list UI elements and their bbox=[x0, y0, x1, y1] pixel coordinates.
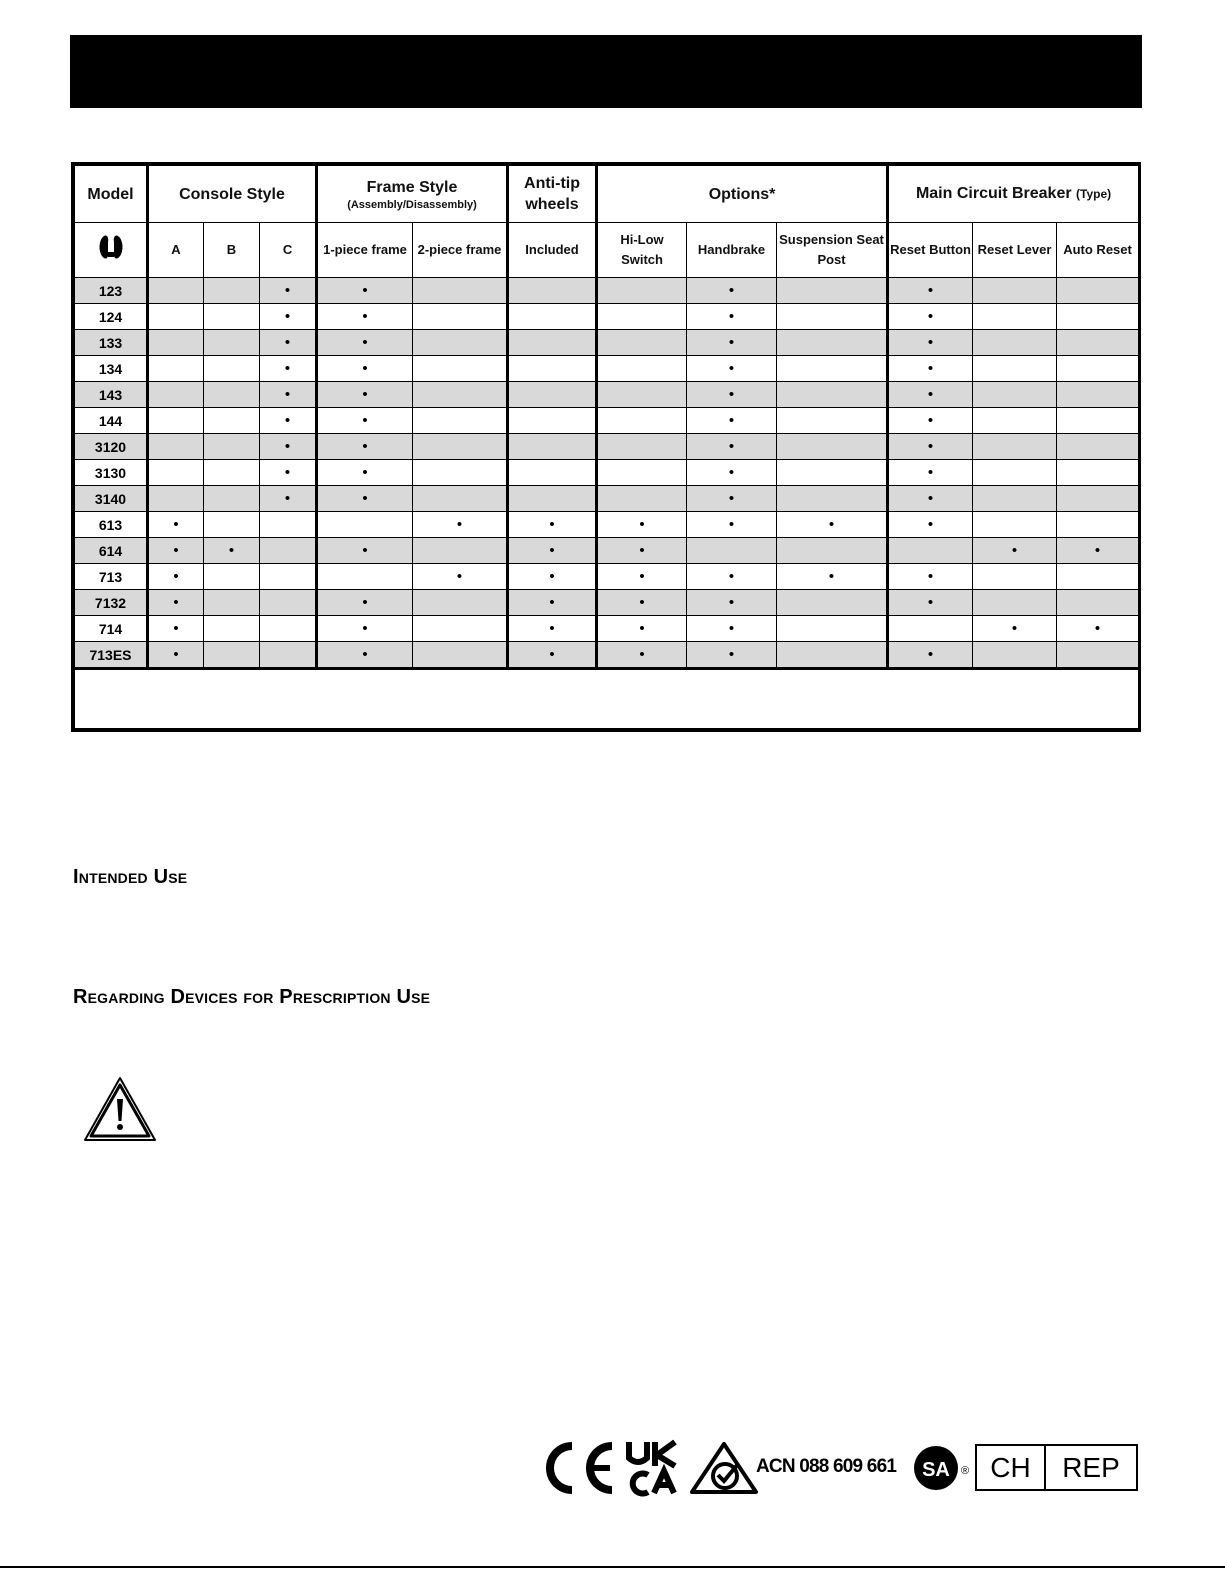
feature-cell: • bbox=[777, 512, 888, 538]
feature-cell: • bbox=[888, 642, 973, 669]
feature-cell bbox=[204, 460, 260, 486]
rcm-mark-icon bbox=[692, 1444, 756, 1492]
feature-cell: • bbox=[148, 590, 204, 616]
feature-cell bbox=[204, 382, 260, 408]
feature-cell bbox=[1057, 408, 1139, 434]
model-cell: 144 bbox=[75, 408, 148, 434]
feature-cell: • bbox=[317, 278, 413, 304]
feature-cell bbox=[597, 486, 687, 512]
table-row bbox=[75, 460, 1139, 486]
feature-cell bbox=[1057, 564, 1139, 590]
feature-cell bbox=[973, 486, 1057, 512]
feature-cell bbox=[777, 356, 888, 382]
col-2-piece-frame: 2-piece frame bbox=[413, 223, 508, 278]
feature-cell: • bbox=[508, 590, 597, 616]
table-row bbox=[75, 434, 1139, 460]
feature-cell: • bbox=[888, 382, 973, 408]
feature-cell: • bbox=[888, 356, 973, 382]
model-cell: 713ES bbox=[75, 642, 148, 669]
feature-cell bbox=[777, 642, 888, 669]
feature-cell bbox=[260, 590, 317, 616]
feature-cell: • bbox=[597, 512, 687, 538]
feature-cell bbox=[1057, 590, 1139, 616]
feature-cell: • bbox=[597, 642, 687, 669]
feature-cell bbox=[508, 486, 597, 512]
feature-cell: • bbox=[687, 564, 777, 590]
feature-cell bbox=[204, 512, 260, 538]
feature-cell: • bbox=[260, 460, 317, 486]
feature-cell bbox=[413, 434, 508, 460]
col-console-b: B bbox=[204, 223, 260, 278]
feature-cell bbox=[888, 538, 973, 564]
feature-cell: • bbox=[888, 408, 973, 434]
model-cell: 133 bbox=[75, 330, 148, 356]
feature-cell bbox=[148, 304, 204, 330]
feature-cell bbox=[973, 512, 1057, 538]
feature-cell: • bbox=[888, 564, 973, 590]
feature-cell bbox=[508, 330, 597, 356]
feature-cell bbox=[597, 434, 687, 460]
header-frame-style-sub: (Assembly/Disassembly) bbox=[347, 198, 477, 211]
feature-cell bbox=[597, 304, 687, 330]
feature-cell bbox=[777, 486, 888, 512]
feature-cell bbox=[148, 434, 204, 460]
table-row bbox=[75, 564, 1139, 590]
feature-cell bbox=[1057, 382, 1139, 408]
svg-text:®: ® bbox=[961, 1465, 970, 1477]
feature-cell bbox=[777, 408, 888, 434]
model-cell: 713 bbox=[75, 564, 148, 590]
feature-cell bbox=[508, 434, 597, 460]
col-auto-reset: Auto Reset bbox=[1057, 223, 1139, 278]
table-row bbox=[75, 538, 1139, 564]
model-cell: 123 bbox=[75, 278, 148, 304]
feature-cell: • bbox=[317, 382, 413, 408]
feature-cell bbox=[508, 278, 597, 304]
feature-cell: • bbox=[687, 486, 777, 512]
feature-cell: • bbox=[687, 460, 777, 486]
feature-cell bbox=[1057, 434, 1139, 460]
feature-cell: • bbox=[888, 460, 973, 486]
feature-cell: • bbox=[597, 538, 687, 564]
feature-cell: • bbox=[260, 408, 317, 434]
feature-cell bbox=[317, 564, 413, 590]
header-circuit-breaker-label: Main Circuit Breaker bbox=[915, 185, 1072, 202]
header-frame-style-label: Frame Style bbox=[366, 178, 458, 196]
feature-cell: • bbox=[687, 434, 777, 460]
feature-cell: • bbox=[687, 330, 777, 356]
ch-label: CH bbox=[977, 1446, 1046, 1489]
feature-cell: • bbox=[777, 564, 888, 590]
feature-cell: • bbox=[317, 486, 413, 512]
feature-cell bbox=[973, 304, 1057, 330]
feature-cell bbox=[148, 460, 204, 486]
feature-cell bbox=[777, 278, 888, 304]
model-cell: 714 bbox=[75, 616, 148, 642]
model-specification-table bbox=[71, 162, 1141, 732]
feature-cell bbox=[413, 382, 508, 408]
header-circuit-breaker bbox=[888, 166, 1139, 223]
feature-cell bbox=[597, 460, 687, 486]
header-options: Options* bbox=[597, 166, 888, 223]
feature-cell bbox=[1057, 356, 1139, 382]
model-logo-icon bbox=[75, 223, 148, 278]
feature-cell: • bbox=[888, 278, 973, 304]
header-circuit-breaker-sub: (Type) bbox=[1076, 187, 1112, 201]
feature-cell bbox=[777, 460, 888, 486]
feature-cell bbox=[973, 642, 1057, 669]
csa-mark-icon bbox=[914, 1446, 969, 1490]
feature-cell: • bbox=[1057, 538, 1139, 564]
feature-cell bbox=[260, 512, 317, 538]
feature-cell: • bbox=[888, 330, 973, 356]
feature-cell bbox=[973, 460, 1057, 486]
feature-cell bbox=[1057, 486, 1139, 512]
feature-cell bbox=[1057, 330, 1139, 356]
feature-cell: • bbox=[317, 408, 413, 434]
model-cell: 143 bbox=[75, 382, 148, 408]
feature-cell bbox=[777, 382, 888, 408]
model-cell: 7132 bbox=[75, 590, 148, 616]
feature-cell bbox=[413, 616, 508, 642]
feature-cell: • bbox=[317, 330, 413, 356]
feature-cell bbox=[204, 356, 260, 382]
feature-cell: • bbox=[597, 616, 687, 642]
feature-cell bbox=[1057, 460, 1139, 486]
feature-cell: • bbox=[687, 642, 777, 669]
col-suspension-seat-post: Suspension Seat Post bbox=[777, 223, 888, 278]
spec-table-body bbox=[75, 278, 1139, 729]
feature-cell bbox=[148, 486, 204, 512]
feature-cell bbox=[973, 382, 1057, 408]
feature-cell bbox=[508, 382, 597, 408]
feature-cell bbox=[204, 304, 260, 330]
feature-cell: • bbox=[687, 278, 777, 304]
feature-cell bbox=[204, 330, 260, 356]
feature-cell: • bbox=[687, 356, 777, 382]
feature-cell: • bbox=[317, 304, 413, 330]
table-row bbox=[75, 278, 1139, 304]
feature-cell: • bbox=[687, 590, 777, 616]
table-row bbox=[75, 642, 1139, 669]
col-anti-tip-included: Included bbox=[508, 223, 597, 278]
table-row bbox=[75, 408, 1139, 434]
feature-cell: • bbox=[888, 512, 973, 538]
feature-cell bbox=[1057, 642, 1139, 669]
feature-cell bbox=[973, 564, 1057, 590]
feature-cell bbox=[597, 408, 687, 434]
feature-cell: • bbox=[687, 616, 777, 642]
model-cell: 3120 bbox=[75, 434, 148, 460]
feature-cell bbox=[148, 408, 204, 434]
table-row bbox=[75, 616, 1139, 642]
header-anti-tip: Anti-tip wheels bbox=[508, 166, 597, 223]
feature-cell bbox=[148, 356, 204, 382]
feature-cell: • bbox=[973, 538, 1057, 564]
feature-cell bbox=[204, 616, 260, 642]
feature-cell: • bbox=[148, 616, 204, 642]
feature-cell bbox=[148, 330, 204, 356]
feature-cell bbox=[597, 356, 687, 382]
feature-cell: • bbox=[687, 512, 777, 538]
model-cell: 134 bbox=[75, 356, 148, 382]
feature-cell bbox=[413, 304, 508, 330]
feature-cell bbox=[413, 486, 508, 512]
feature-cell: • bbox=[597, 590, 687, 616]
ch-rep-symbol bbox=[975, 1444, 1138, 1491]
feature-cell bbox=[508, 304, 597, 330]
feature-cell bbox=[260, 564, 317, 590]
feature-cell bbox=[413, 278, 508, 304]
ukca-mark-icon bbox=[629, 1442, 675, 1494]
feature-cell bbox=[1057, 512, 1139, 538]
feature-cell: • bbox=[1057, 616, 1139, 642]
feature-cell: • bbox=[148, 538, 204, 564]
feature-cell: • bbox=[204, 538, 260, 564]
feature-cell bbox=[973, 408, 1057, 434]
feature-cell bbox=[413, 408, 508, 434]
table-row bbox=[75, 304, 1139, 330]
section-heading-intended-use: Intended Use bbox=[73, 866, 188, 888]
feature-cell bbox=[973, 434, 1057, 460]
feature-cell: • bbox=[888, 434, 973, 460]
feature-cell bbox=[413, 460, 508, 486]
footer-rule bbox=[0, 1566, 1225, 1568]
feature-cell: • bbox=[148, 564, 204, 590]
feature-cell: • bbox=[508, 642, 597, 669]
svg-text:SA: SA bbox=[922, 1459, 950, 1481]
col-console-c: C bbox=[260, 223, 317, 278]
model-cell: 614 bbox=[75, 538, 148, 564]
feature-cell: • bbox=[260, 356, 317, 382]
feature-cell: • bbox=[508, 512, 597, 538]
table-row bbox=[75, 590, 1139, 616]
feature-cell: • bbox=[413, 564, 508, 590]
feature-cell bbox=[888, 616, 973, 642]
title-bar bbox=[70, 35, 1142, 108]
col-handbrake: Handbrake bbox=[687, 223, 777, 278]
model-cell: 3140 bbox=[75, 486, 148, 512]
feature-cell: • bbox=[148, 642, 204, 669]
feature-cell: • bbox=[260, 382, 317, 408]
table-footnote-row bbox=[75, 669, 1139, 729]
ce-mark-icon bbox=[550, 1446, 612, 1490]
header-console-style: Console Style bbox=[148, 166, 317, 223]
feature-cell bbox=[148, 278, 204, 304]
header-model: Model bbox=[75, 166, 148, 223]
col-hi-low-switch: Hi-Low Switch bbox=[597, 223, 687, 278]
feature-cell: • bbox=[687, 304, 777, 330]
feature-cell: • bbox=[413, 512, 508, 538]
table-row bbox=[75, 356, 1139, 382]
feature-cell bbox=[413, 590, 508, 616]
warning-icon bbox=[82, 1075, 158, 1143]
feature-cell bbox=[204, 564, 260, 590]
feature-cell: • bbox=[317, 642, 413, 669]
feature-cell: • bbox=[317, 460, 413, 486]
feature-cell bbox=[973, 278, 1057, 304]
feature-cell: • bbox=[317, 590, 413, 616]
col-console-a: A bbox=[148, 223, 204, 278]
feature-cell: • bbox=[260, 486, 317, 512]
model-cell: 3130 bbox=[75, 460, 148, 486]
feature-cell: • bbox=[597, 564, 687, 590]
feature-cell bbox=[508, 356, 597, 382]
feature-cell bbox=[413, 642, 508, 669]
feature-cell: • bbox=[888, 486, 973, 512]
table-row bbox=[75, 330, 1139, 356]
section-heading-prescription-use: Regarding Devices for Prescription Use bbox=[73, 986, 431, 1008]
feature-cell bbox=[204, 278, 260, 304]
feature-cell: • bbox=[260, 434, 317, 460]
feature-cell bbox=[597, 278, 687, 304]
header-frame-style bbox=[317, 166, 508, 223]
feature-cell bbox=[973, 330, 1057, 356]
feature-cell bbox=[777, 304, 888, 330]
feature-cell bbox=[1057, 304, 1139, 330]
feature-cell bbox=[413, 538, 508, 564]
col-reset-lever: Reset Lever bbox=[973, 223, 1057, 278]
feature-cell bbox=[148, 382, 204, 408]
feature-cell: • bbox=[148, 512, 204, 538]
table-row bbox=[75, 486, 1139, 512]
feature-cell bbox=[204, 590, 260, 616]
feature-cell bbox=[317, 512, 413, 538]
col-1-piece-frame: 1-piece frame bbox=[317, 223, 413, 278]
feature-cell: • bbox=[317, 616, 413, 642]
feature-cell: • bbox=[687, 382, 777, 408]
feature-cell bbox=[597, 382, 687, 408]
feature-cell: • bbox=[317, 356, 413, 382]
feature-cell bbox=[260, 538, 317, 564]
model-cell: 613 bbox=[75, 512, 148, 538]
model-cell: 124 bbox=[75, 304, 148, 330]
acn-number: ACN 088 609 661 bbox=[756, 1456, 897, 1477]
col-reset-button: Reset Button bbox=[888, 223, 973, 278]
feature-cell bbox=[597, 330, 687, 356]
feature-cell: • bbox=[687, 408, 777, 434]
feature-cell bbox=[777, 590, 888, 616]
feature-cell bbox=[508, 408, 597, 434]
feature-cell: • bbox=[973, 616, 1057, 642]
table-footnote-cell bbox=[75, 669, 1139, 729]
feature-cell bbox=[687, 538, 777, 564]
feature-cell bbox=[204, 642, 260, 669]
feature-cell bbox=[204, 486, 260, 512]
feature-cell bbox=[260, 616, 317, 642]
feature-cell: • bbox=[888, 304, 973, 330]
feature-cell bbox=[973, 590, 1057, 616]
feature-cell bbox=[973, 356, 1057, 382]
feature-cell bbox=[777, 330, 888, 356]
feature-cell: • bbox=[260, 304, 317, 330]
feature-cell: • bbox=[317, 538, 413, 564]
feature-cell: • bbox=[508, 564, 597, 590]
feature-cell bbox=[260, 642, 317, 669]
feature-cell bbox=[204, 434, 260, 460]
rep-label: REP bbox=[1062, 1451, 1120, 1483]
feature-cell bbox=[204, 408, 260, 434]
feature-cell: • bbox=[260, 278, 317, 304]
feature-cell: • bbox=[508, 616, 597, 642]
feature-cell bbox=[508, 460, 597, 486]
feature-cell bbox=[777, 616, 888, 642]
feature-cell: • bbox=[508, 538, 597, 564]
feature-cell bbox=[777, 434, 888, 460]
feature-cell bbox=[777, 538, 888, 564]
table-row bbox=[75, 382, 1139, 408]
feature-cell bbox=[413, 330, 508, 356]
feature-cell: • bbox=[888, 590, 973, 616]
feature-cell bbox=[413, 356, 508, 382]
feature-cell: • bbox=[260, 330, 317, 356]
spec-table-grid bbox=[74, 165, 1139, 729]
feature-cell: • bbox=[317, 434, 413, 460]
feature-cell bbox=[1057, 278, 1139, 304]
table-row bbox=[75, 512, 1139, 538]
